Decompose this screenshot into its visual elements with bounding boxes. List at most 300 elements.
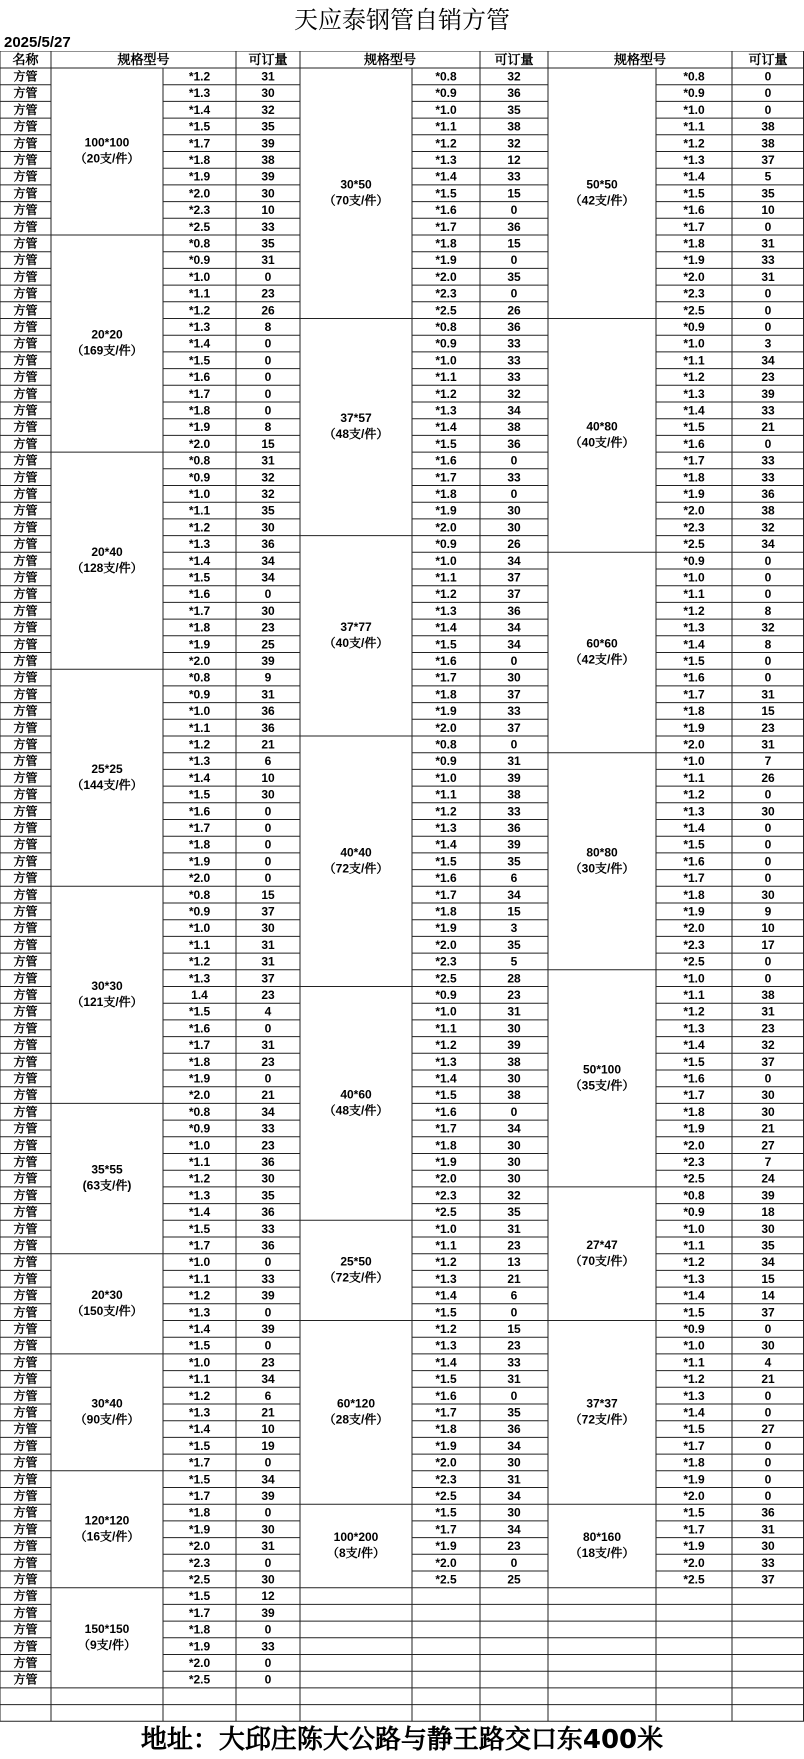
group-pack-label: （128支/件） — [71, 560, 143, 575]
spec-cell: *2.5 — [683, 303, 705, 318]
spec-cell: *2.3 — [435, 954, 457, 969]
header-name: 名称 — [12, 51, 39, 67]
qty-cell: 26 — [507, 303, 521, 318]
spec-cell: *1.4 — [188, 102, 211, 117]
qty-cell: 19 — [261, 1438, 275, 1453]
row-name: 方管 — [13, 470, 38, 485]
row-name: 方管 — [13, 1271, 38, 1286]
qty-cell: 33 — [507, 169, 521, 184]
spec-cell: 1.4 — [191, 988, 208, 1003]
spec-cell: *1.7 — [188, 603, 211, 618]
row-name: 方管 — [13, 1054, 38, 1069]
spec-cell: *1.7 — [683, 687, 705, 702]
qty-cell: 21 — [761, 1121, 775, 1136]
spec-cell: *0.9 — [188, 470, 211, 485]
spec-cell: *1.5 — [188, 1221, 211, 1236]
group-pack-label: （42支/件） — [569, 652, 635, 667]
qty-cell: 3 — [764, 336, 772, 351]
spec-cell: *1.8 — [683, 704, 705, 719]
qty-cell: 8 — [764, 637, 772, 652]
qty-cell: 30 — [507, 1021, 521, 1036]
qty-cell: 0 — [264, 370, 272, 385]
spec-cell: *0.9 — [435, 988, 457, 1003]
spec-cell: *1.8 — [435, 236, 457, 251]
spec-cell: *1.2 — [188, 520, 211, 535]
qty-cell: 23 — [761, 370, 775, 385]
row-name: 方管 — [13, 620, 38, 635]
spec-cell: *1.9 — [188, 1071, 211, 1086]
spec-cell: *1.6 — [435, 1104, 457, 1119]
spec-cell: *1.8 — [188, 1622, 211, 1637]
spec-cell: *1.4 — [683, 1405, 705, 1420]
row-name: 方管 — [13, 854, 38, 869]
qty-cell: 6 — [264, 754, 272, 769]
group-size-label: 25*50 — [340, 1254, 372, 1269]
qty-cell: 30 — [761, 804, 775, 819]
qty-cell: 36 — [261, 1155, 275, 1170]
qty-cell: 38 — [761, 136, 775, 151]
qty-cell: 27 — [761, 1422, 775, 1437]
qty-cell: 31 — [761, 236, 775, 251]
group-pack-label: （48支/件） — [323, 1103, 389, 1118]
qty-cell: 15 — [507, 186, 521, 201]
qty-cell: 33 — [761, 253, 775, 268]
qty-cell: 0 — [264, 1505, 272, 1520]
spec-cell: *2.5 — [188, 1572, 211, 1587]
spec-cell: *1.5 — [188, 1589, 211, 1604]
qty-cell: 23 — [261, 286, 275, 301]
spec-cell: *1.4 — [435, 1071, 457, 1086]
row-name: 方管 — [13, 887, 38, 902]
qty-cell: 31 — [261, 453, 275, 468]
spec-cell: *1.7 — [435, 887, 457, 902]
spec-cell: *1.2 — [683, 1372, 705, 1387]
qty-cell: 34 — [507, 637, 521, 652]
qty-cell: 36 — [507, 86, 521, 101]
row-name: 方管 — [13, 102, 38, 117]
spec-cell: *1.1 — [683, 353, 705, 368]
spec-cell: *1.9 — [188, 637, 211, 652]
qty-cell: 35 — [761, 1238, 775, 1253]
row-name: 方管 — [13, 1372, 38, 1387]
qty-cell: 39 — [761, 1188, 775, 1203]
spec-cell: *0.8 — [188, 236, 211, 251]
qty-cell: 6 — [510, 871, 518, 886]
row-name: 方管 — [13, 637, 38, 652]
spec-cell: *2.3 — [188, 203, 211, 218]
qty-cell: 30 — [507, 520, 521, 535]
group-pack-label: （121支/件） — [71, 995, 143, 1010]
qty-cell: 34 — [507, 620, 521, 635]
group-size-label: 37*37 — [586, 1396, 618, 1411]
qty-cell: 0 — [264, 1071, 272, 1086]
spec-cell: *1.9 — [683, 1121, 705, 1136]
spec-cell: *1.9 — [683, 1472, 705, 1487]
qty-cell: 31 — [261, 253, 275, 268]
spec-cell: *2.3 — [683, 520, 705, 535]
spec-cell: *2.3 — [683, 937, 705, 952]
qty-cell: 0 — [264, 403, 272, 418]
group-pack-label: （28支/件） — [323, 1412, 389, 1427]
qty-cell: 0 — [764, 320, 772, 335]
qty-cell: 23 — [261, 1054, 275, 1069]
spec-cell: *1.1 — [435, 370, 457, 385]
qty-cell: 0 — [764, 821, 772, 836]
spec-cell: *1.7 — [188, 1238, 211, 1253]
spec-cell: *1.0 — [435, 353, 457, 368]
qty-cell: 33 — [507, 370, 521, 385]
row-name: 方管 — [13, 1155, 38, 1170]
qty-cell: 0 — [510, 487, 518, 502]
spec-cell: *1.1 — [683, 1355, 705, 1370]
group-size-label: 40*40 — [340, 845, 372, 860]
qty-cell: 36 — [261, 1205, 275, 1220]
spec-cell: *0.9 — [683, 553, 705, 568]
row-name: 方管 — [13, 403, 38, 418]
spec-cell: *1.5 — [683, 1054, 705, 1069]
qty-cell: 30 — [261, 921, 275, 936]
spec-cell: *1.3 — [683, 804, 705, 819]
group-size-label: 80*80 — [586, 845, 618, 860]
row-name: 方管 — [13, 136, 38, 151]
spec-cell: *0.9 — [188, 904, 211, 919]
qty-cell: 6 — [264, 1388, 272, 1403]
qty-cell: 30 — [761, 1539, 775, 1554]
row-name: 方管 — [13, 1555, 38, 1570]
spec-cell: *2.0 — [188, 1539, 211, 1554]
qty-cell: 31 — [261, 954, 275, 969]
qty-cell: 5 — [764, 169, 772, 184]
qty-cell: 35 — [507, 1405, 521, 1420]
spec-cell: *1.2 — [188, 303, 211, 318]
qty-cell: 35 — [261, 1188, 275, 1203]
spec-cell: *2.0 — [683, 1138, 705, 1153]
spec-cell: *0.8 — [188, 1104, 211, 1119]
row-name: 方管 — [13, 286, 38, 301]
spec-cell: *1.6 — [683, 1071, 705, 1086]
qty-cell: 39 — [261, 1605, 275, 1620]
qty-cell: 0 — [764, 436, 772, 451]
qty-cell: 0 — [764, 1405, 772, 1420]
spec-cell: *1.1 — [188, 1155, 211, 1170]
qty-cell: 34 — [507, 1489, 521, 1504]
qty-cell: 34 — [507, 553, 521, 568]
row-name: 方管 — [13, 1388, 38, 1403]
qty-cell: 37 — [761, 1572, 775, 1587]
row-name: 方管 — [13, 453, 38, 468]
row-name: 方管 — [13, 1455, 38, 1470]
row-name: 方管 — [13, 1672, 38, 1687]
spec-cell: *1.7 — [435, 219, 457, 234]
spec-cell: *1.2 — [683, 136, 705, 151]
qty-cell: 31 — [761, 1004, 775, 1019]
qty-cell: 39 — [507, 837, 521, 852]
spec-cell: *1.2 — [188, 1171, 211, 1186]
group-pack-label: （8支/件） — [326, 1546, 386, 1561]
qty-cell: 33 — [261, 1271, 275, 1286]
spec-cell: *0.9 — [683, 1322, 705, 1337]
spec-cell: *1.8 — [188, 620, 211, 635]
qty-cell: 0 — [764, 587, 772, 602]
spec-cell: *0.9 — [435, 537, 457, 552]
spec-cell: *2.5 — [188, 219, 211, 234]
spec-cell: *1.3 — [683, 153, 705, 168]
qty-cell: 30 — [261, 787, 275, 802]
spec-cell: *1.8 — [435, 487, 457, 502]
qty-cell: 9 — [764, 904, 772, 919]
spec-cell: *1.3 — [435, 153, 457, 168]
row-name: 方管 — [13, 1238, 38, 1253]
spec-cell: *1.9 — [188, 1522, 211, 1537]
spec-cell: *1.6 — [435, 654, 457, 669]
group-size-label: 80*160 — [582, 1530, 622, 1545]
row-name: 方管 — [13, 1188, 38, 1203]
qty-cell: 4 — [764, 1355, 772, 1370]
spec-cell: *1.0 — [188, 269, 211, 284]
group-size-label: 150*150 — [84, 1621, 130, 1636]
qty-cell: 0 — [264, 587, 272, 602]
qty-cell: 38 — [761, 119, 775, 134]
qty-cell: 39 — [261, 1489, 275, 1504]
qty-cell: 37 — [507, 720, 521, 735]
row-name: 方管 — [13, 570, 38, 585]
qty-cell: 36 — [507, 603, 521, 618]
qty-cell: 15 — [507, 236, 521, 251]
spec-cell: *1.5 — [435, 436, 457, 451]
spec-cell: *2.3 — [435, 1188, 457, 1203]
qty-cell: 31 — [761, 737, 775, 752]
qty-cell: 30 — [261, 86, 275, 101]
qty-cell: 8 — [264, 320, 272, 335]
spec-cell: *1.0 — [188, 1255, 211, 1270]
spec-cell: *1.5 — [435, 186, 457, 201]
qty-cell: 32 — [761, 520, 775, 535]
qty-cell: 15 — [507, 1322, 521, 1337]
address-footer: 地址：大邱庄陈大公路与静王路交口东400米 — [140, 1725, 664, 1755]
spec-cell: *2.3 — [188, 1555, 211, 1570]
qty-cell: 30 — [261, 603, 275, 618]
group-size-label: 60*60 — [586, 636, 618, 651]
spec-cell: *1.5 — [188, 1004, 211, 1019]
qty-cell: 23 — [761, 720, 775, 735]
spec-cell: *1.0 — [188, 1355, 211, 1370]
spec-cell: *1.4 — [188, 1322, 211, 1337]
qty-cell: 31 — [261, 937, 275, 952]
row-name: 方管 — [13, 687, 38, 702]
spec-cell: *1.8 — [435, 1138, 457, 1153]
row-name: 方管 — [13, 837, 38, 852]
qty-cell: 33 — [261, 1639, 275, 1654]
spec-cell: *1.8 — [683, 1104, 705, 1119]
qty-cell: 37 — [507, 570, 521, 585]
spec-cell: *2.0 — [683, 737, 705, 752]
qty-cell: 8 — [264, 420, 272, 435]
spec-cell: *1.0 — [435, 1004, 457, 1019]
qty-cell: 34 — [507, 1121, 521, 1136]
qty-cell: 0 — [510, 253, 518, 268]
qty-cell: 30 — [507, 1505, 521, 1520]
qty-cell: 0 — [264, 353, 272, 368]
row-name: 方管 — [13, 804, 38, 819]
qty-cell: 0 — [264, 1455, 272, 1470]
header-qty: 可订量 — [248, 51, 288, 67]
spec-cell: *1.4 — [683, 637, 705, 652]
spec-cell: *1.9 — [435, 253, 457, 268]
spec-cell: *2.0 — [188, 1656, 211, 1671]
spec-cell: *2.0 — [435, 520, 457, 535]
spec-cell: *1.1 — [683, 1238, 705, 1253]
qty-cell: 36 — [507, 436, 521, 451]
spec-cell: *1.9 — [435, 1438, 457, 1453]
spec-cell: *2.3 — [435, 286, 457, 301]
qty-cell: 33 — [261, 1221, 275, 1236]
spec-cell: *1.7 — [188, 1455, 211, 1470]
qty-cell: 30 — [507, 1455, 521, 1470]
spec-cell: *1.2 — [683, 603, 705, 618]
spec-cell: *1.5 — [435, 1305, 457, 1320]
row-name: 方管 — [13, 1656, 38, 1671]
spec-cell: *2.0 — [188, 436, 211, 451]
qty-cell: 3 — [510, 921, 518, 936]
spec-cell: *1.3 — [683, 1388, 705, 1403]
qty-cell: 0 — [264, 386, 272, 401]
qty-cell: 7 — [764, 1155, 772, 1170]
spec-cell: *1.0 — [683, 102, 705, 117]
group-pack-label: (63支/件) — [82, 1178, 132, 1193]
spec-cell: *1.3 — [435, 821, 457, 836]
spec-cell: *1.0 — [188, 1138, 211, 1153]
spec-cell: *1.4 — [435, 1288, 457, 1303]
qty-cell: 14 — [761, 1288, 775, 1303]
qty-cell: 21 — [261, 1405, 275, 1420]
qty-cell: 31 — [507, 1372, 521, 1387]
qty-cell: 0 — [764, 871, 772, 886]
spec-cell: *1.0 — [683, 336, 705, 351]
qty-cell: 32 — [507, 136, 521, 151]
qty-cell: 9 — [264, 670, 272, 685]
spec-cell: *1.3 — [683, 1271, 705, 1286]
spec-cell: *1.0 — [435, 102, 457, 117]
qty-cell: 0 — [764, 219, 772, 234]
spec-cell: *0.8 — [188, 453, 211, 468]
qty-cell: 0 — [764, 1322, 772, 1337]
qty-cell: 23 — [261, 620, 275, 635]
qty-cell: 0 — [264, 1622, 272, 1637]
qty-cell: 15 — [761, 1271, 775, 1286]
spec-cell: *1.8 — [188, 1054, 211, 1069]
spec-cell: *1.5 — [435, 1505, 457, 1520]
qty-cell: 12 — [261, 1589, 275, 1604]
group-size-label: 30*50 — [340, 177, 372, 192]
qty-cell: 34 — [507, 887, 521, 902]
spec-cell: *1.4 — [188, 553, 211, 568]
row-name: 方管 — [13, 1121, 38, 1136]
row-name: 方管 — [13, 253, 38, 268]
spec-cell: *1.6 — [683, 670, 705, 685]
spec-cell: *1.9 — [683, 253, 705, 268]
spec-cell: *1.2 — [435, 804, 457, 819]
spec-cell: *1.3 — [188, 971, 211, 986]
row-name: 方管 — [13, 821, 38, 836]
group-pack-label: （72支/件） — [323, 861, 389, 876]
qty-cell: 33 — [761, 403, 775, 418]
spec-cell: *1.4 — [188, 1422, 211, 1437]
qty-cell: 38 — [507, 1088, 521, 1103]
spec-cell: *0.9 — [188, 253, 211, 268]
spec-cell: *0.8 — [188, 670, 211, 685]
spec-cell: *1.2 — [435, 1255, 457, 1270]
spec-cell: *2.0 — [435, 1455, 457, 1470]
qty-cell: 0 — [264, 1021, 272, 1036]
qty-cell: 34 — [261, 1472, 275, 1487]
spec-cell: *1.3 — [188, 1405, 211, 1420]
row-name: 方管 — [13, 1221, 38, 1236]
qty-cell: 32 — [507, 1188, 521, 1203]
spec-cell: *2.0 — [683, 1555, 705, 1570]
row-name: 方管 — [13, 1021, 38, 1036]
spec-cell: *1.2 — [435, 1322, 457, 1337]
spec-cell: *0.8 — [683, 69, 705, 84]
row-name: 方管 — [13, 1405, 38, 1420]
row-name: 方管 — [13, 153, 38, 168]
spec-cell: *1.3 — [683, 620, 705, 635]
spec-cell: *1.1 — [188, 503, 211, 518]
qty-cell: 0 — [510, 453, 518, 468]
qty-cell: 31 — [507, 1004, 521, 1019]
group-pack-label: （18支/件） — [569, 1546, 635, 1561]
row-name: 方管 — [13, 654, 38, 669]
qty-cell: 15 — [261, 436, 275, 451]
qty-cell: 36 — [507, 219, 521, 234]
qty-cell: 33 — [761, 470, 775, 485]
qty-cell: 0 — [764, 954, 772, 969]
qty-cell: 23 — [507, 1539, 521, 1554]
spec-cell: *1.0 — [188, 704, 211, 719]
group-pack-label: （90支/件） — [74, 1412, 140, 1427]
group-size-label: 27*47 — [586, 1237, 618, 1252]
qty-cell: 0 — [264, 1672, 272, 1687]
group-pack-label: （16支/件） — [74, 1529, 140, 1544]
row-name: 方管 — [13, 754, 38, 769]
qty-cell: 30 — [761, 1088, 775, 1103]
qty-cell: 0 — [764, 670, 772, 685]
qty-cell: 23 — [507, 1238, 521, 1253]
row-name: 方管 — [13, 537, 38, 552]
row-name: 方管 — [13, 1004, 38, 1019]
row-name: 方管 — [13, 1088, 38, 1103]
qty-cell: 30 — [507, 1071, 521, 1086]
spec-cell: *1.0 — [683, 570, 705, 585]
spec-cell: *2.5 — [188, 1672, 211, 1687]
spec-cell: *1.2 — [683, 370, 705, 385]
qty-cell: 23 — [261, 1355, 275, 1370]
qty-cell: 36 — [761, 1505, 775, 1520]
row-name: 方管 — [13, 1589, 38, 1604]
spec-cell: *1.5 — [683, 186, 705, 201]
row-name: 方管 — [13, 1255, 38, 1270]
spec-cell: *2.5 — [683, 1171, 705, 1186]
row-name: 方管 — [13, 1038, 38, 1053]
spec-cell: *1.6 — [188, 370, 211, 385]
spec-cell: *1.5 — [683, 420, 705, 435]
spec-cell: *1.4 — [435, 837, 457, 852]
spec-cell: *0.9 — [188, 687, 211, 702]
spec-cell: *1.3 — [188, 537, 211, 552]
spec-cell: *2.5 — [683, 1572, 705, 1587]
row-name: 方管 — [13, 1505, 38, 1520]
header-spec: 规格型号 — [613, 51, 667, 67]
header-spec: 规格型号 — [363, 51, 417, 67]
